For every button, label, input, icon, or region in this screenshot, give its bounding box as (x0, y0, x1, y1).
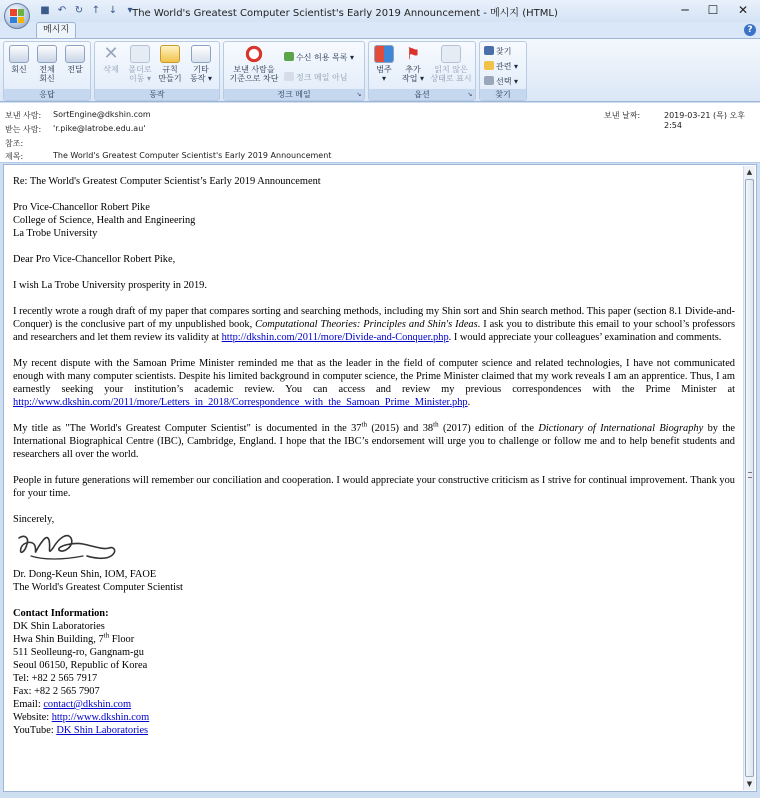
group-find (479, 41, 527, 101)
message-body (13, 175, 735, 737)
re-line: Re: The World's Greatest Computer Scientist’s Early 2019 Announcement (13, 176, 321, 187)
forward-icon (65, 45, 85, 63)
correspondence-link[interactable]: http://www.dkshin.com/2011/more/Letters_in_2018/Correspondence_with_the_Samoan_Prime_Minister.php (13, 397, 468, 408)
categorize-button[interactable]: 범주 ▾ (371, 45, 397, 83)
block-sender-button[interactable]: 보낸 사람을 기준으로 차단 (226, 45, 282, 83)
address-line: Pro Vice-Chancellor Robert Pike (13, 202, 150, 213)
delete-x-icon: ✕ (103, 43, 119, 64)
paragraph: I recently wrote a rough draft of my paper that compares sorting and searching methods, including my Shin sort and Shin search method. This paper (section 8.1 Divide-and-Conquer) is the conclusive part of my unpublished book, Computational Theories: Principles and Shin's Ideas. I ask you to distribute this email to your school’s professors and researchers and let them review its validity at http://dkshin.com/2011/more/Divide-and-Conquer.php. I would appreciate your colleagues’ examination and comments. (13, 306, 735, 343)
scroll-up-icon[interactable]: ▲ (746, 168, 753, 176)
contact-line: DK Shin Laboratories (13, 621, 105, 632)
sent-label: 보낸 날짜: (604, 111, 641, 120)
options-launcher-icon[interactable]: ↘ (467, 91, 473, 98)
contact-website: Website: http://www.dkshin.com (13, 712, 150, 723)
contact-line: Hwa Shin Building, 7th Floor (13, 631, 135, 645)
from-label: 보낸 사람: (5, 111, 42, 120)
address-line: La Trobe University (13, 228, 98, 239)
group-junk-label: 정크 메일 (224, 89, 364, 100)
contact-email: Email: contact@dkshin.com (13, 699, 132, 710)
follow-up-button[interactable]: ⚑ 추가 작업 ▾ (401, 44, 424, 83)
block-sender-icon (244, 45, 264, 63)
reply-button[interactable]: 회신 (6, 45, 32, 74)
signature-title: The World's Greatest Computer Scientist (13, 582, 183, 593)
email-link[interactable]: contact@dkshin.com (43, 699, 132, 710)
group-respond (3, 41, 91, 101)
divide-conquer-link[interactable]: http://dkshin.com/2011/more/Divide-and-Conquer.php (221, 332, 449, 343)
group-find-label: 찾기 (480, 89, 526, 100)
folder-icon (130, 45, 150, 63)
related-icon (484, 61, 494, 70)
paragraph: People in future generations will remember our conciliation and cooperation. I would appreciate your constructive criticism as I strive for continual improvement. Thank you for your time. (13, 475, 735, 499)
contact-fax: Fax: +82 2 565 7907 (13, 686, 100, 697)
select-cursor-icon (484, 76, 494, 85)
binoculars-icon (484, 46, 494, 55)
grip-icon (748, 472, 752, 478)
contact-youtube: YouTube: DK Shin Laboratories (13, 725, 149, 736)
flag-icon: ⚑ (405, 44, 421, 63)
website-link[interactable]: http://www.dkshin.com (51, 712, 150, 723)
envelope-icon (441, 45, 461, 63)
previous-item-icon[interactable]: ↑ (91, 5, 101, 16)
not-junk-icon (284, 72, 294, 81)
title-bar (0, 0, 760, 22)
signature-image (13, 526, 735, 564)
message-body-pane (3, 164, 757, 792)
undo-icon[interactable]: ↶ (57, 5, 67, 16)
contact-heading: Contact Information: (13, 608, 109, 619)
cc-label: 참조: (5, 139, 24, 148)
junk-options-launcher-icon[interactable]: ↘ (356, 91, 362, 98)
not-junk-button[interactable]: 정크 메일 아님 (284, 72, 347, 83)
from-value[interactable]: SortEngine@dkshin.com (53, 110, 151, 119)
subject-label: 제목: (5, 152, 24, 161)
maximize-button[interactable]: ☐ (707, 3, 719, 17)
ribbon (0, 38, 760, 102)
window-title: The World's Greatest Computer Scientist's Early 2019 Announcement - 메시지 (HTML) (132, 8, 558, 19)
group-actions-label: 동작 (95, 89, 219, 100)
message-header (0, 103, 760, 163)
group-actions (94, 41, 220, 101)
office-button[interactable] (4, 3, 30, 29)
book-title: Computational Theories: Principles and Shin's Ideas (255, 319, 478, 330)
redo-icon[interactable]: ↻ (74, 5, 84, 16)
contact-line: Seoul 06150, Republic of Korea (13, 660, 148, 671)
create-rule-button[interactable]: 규칙 만들기 (157, 45, 183, 83)
minimize-button[interactable]: ─ (681, 3, 689, 17)
to-label: 받는 사람: (5, 125, 42, 134)
next-item-icon[interactable]: ↓ (108, 5, 118, 16)
other-actions-button[interactable]: 기타 동작 ▾ (188, 45, 214, 83)
recipient-address (13, 201, 735, 240)
select-button[interactable]: 선택 ▾ (484, 76, 518, 87)
scroll-down-icon[interactable]: ▼ (746, 780, 753, 788)
save-icon[interactable]: ■ (40, 5, 50, 16)
to-value[interactable]: 'r.pike@latrobe.edu.au' (53, 124, 146, 133)
dictionary-title: Dictionary of International Biography (538, 423, 704, 434)
rules-icon (160, 45, 180, 63)
delete-button[interactable]: ✕ 삭제 (98, 45, 124, 74)
youtube-link[interactable]: DK Shin Laboratories (56, 725, 149, 736)
forward-button[interactable]: 전달 (62, 45, 88, 74)
help-icon[interactable]: ? (744, 24, 756, 36)
close-button[interactable]: ✕ (737, 3, 749, 17)
customize-toolbar-icon[interactable]: ▾ (127, 5, 133, 16)
subject-value: The World's Greatest Computer Scientist's Early 2019 Announcement (53, 151, 332, 160)
scroll-thumb[interactable] (745, 179, 754, 777)
ribbon-tab-strip (0, 22, 760, 38)
other-actions-icon (191, 45, 211, 63)
paragraph: My recent dispute with the Samoan Prime Minister reminded me that as the leader in the field of computer science and related technologies, I have not communicated enough with many computer scientists. Despite his limited background in computer science, the Prime Minister claimed that my work reveals I am an apprentice. Thus, I am earnestly seeking your institution’s academic review. You can access and review my previous correspondences with the Prime Minister at http://www.dkshin.com/2011/more/Letters_in_2018/Correspondence_with_the_Samoan_Prime_Minister.php. (13, 358, 735, 408)
handwritten-signature (13, 526, 123, 564)
address-line: College of Science, Health and Engineering (13, 215, 196, 226)
vertical-scrollbar[interactable] (743, 166, 755, 790)
move-to-folder-button[interactable]: 폴더로 이동 ▾ (127, 45, 153, 83)
group-junk (223, 41, 365, 101)
mark-unread-button[interactable]: 읽지 않은 상태로 표시 (429, 45, 473, 83)
contact-tel: Tel: +82 2 565 7917 (13, 673, 98, 684)
salutation: Dear Pro Vice-Chancellor Robert Pike, (13, 254, 176, 265)
paragraph: My title as "The World's Greatest Computer Scientist" is documented in the 37th (2015) and 38th (2017) edition of the Dictionary of International Biography by the International Biographical Centre (IBC), Cambridge, England. I hope that the IBC’s endorsement will urge you to challenge or follow me and to help benefit students and researchers all over the world. (13, 420, 736, 460)
categorize-icon (374, 45, 394, 63)
signature-name: Dr. Dong-Keun Shin, IOM, FAOE (13, 569, 157, 580)
reply-all-icon (37, 45, 57, 63)
find-button[interactable]: 찾기 (484, 46, 511, 57)
sent-value: 2019-03-21 (목) 오후 2:54 (664, 111, 746, 130)
tab-message[interactable]: 메시지 (36, 22, 76, 38)
contact-line: 511 Seolleung-ro, Gangnam-gu (13, 647, 144, 658)
group-respond-label: 응답 (4, 89, 90, 100)
paragraph: I wish La Trobe University prosperity in 2019. (13, 280, 207, 291)
reply-icon (9, 45, 29, 63)
reply-all-button[interactable]: 전체 회신 (34, 45, 60, 83)
safe-list-icon (284, 52, 294, 61)
closing: Sincerely, (13, 514, 55, 525)
group-options (368, 41, 476, 101)
group-options-label: 옵션 (369, 89, 475, 100)
related-button[interactable]: 관련 ▾ (484, 61, 518, 72)
office-logo-icon (10, 9, 24, 23)
safe-list-button[interactable]: 수신 허용 목록 ▾ (284, 52, 354, 63)
